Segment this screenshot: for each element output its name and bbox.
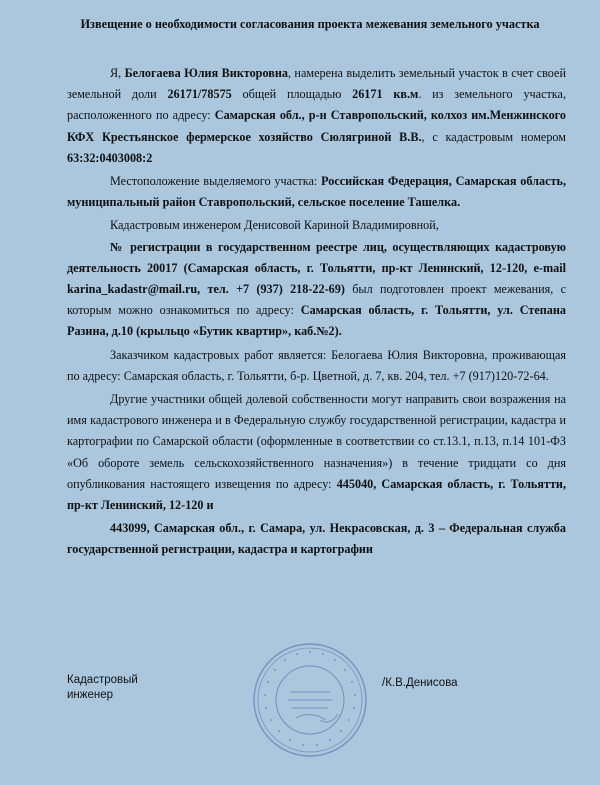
engineer-registration: № регистрации в государственном реестре лиц, осуществляющих кадастровую деятельность 20017 (Самарская область, г. Тольятти, пр-кт Ленинский, 12-120, e-mail karina_kadastr@mail.ru, тел. +7 (937) 218-22-69) bbox=[67, 239, 566, 297]
seal-stamp-icon bbox=[250, 640, 370, 760]
review-address: Самарская область, г. Тольятти, ул. Степана Разина, д.10 (крыльцо «Бутик квартир», каб.№2). bbox=[67, 303, 566, 339]
signature-role bbox=[67, 673, 138, 703]
paragraph-objection-address-2 bbox=[67, 518, 566, 560]
paragraph-engineer: Кадастровым инженером Денисовой Кариной Владимировной, bbox=[110, 218, 439, 233]
page-title: Извещение о необходимости согласования проекта межевания земельного участка bbox=[80, 17, 540, 31]
paragraph-registration: № регистрации в государственном реестре лиц, осуществляющих кадастровую деятельность 20017 (Самарская область, г. Тольятти, пр-кт Ленинский, 12-120, e-mail karina_kadastr@mail.ru, тел. +7 (937) 218-22-69) был подготовлен проект межевания, с которым можно ознакомиться по адресу: Самарская область, г. Тольятти, ул. Степана Разина, д.10 (крыльцо «Бутик квартир», каб.№2). bbox=[67, 239, 566, 339]
land-area: 26171 кв.м bbox=[352, 87, 419, 102]
paragraph-owner: Я, Белогаева Юлия Викторовна, намерена выделить земельный участок в счет своей земельной доли 26171/78575 общей площадью 26171 кв.м. из земельного участка, расположенного по адресу: Самарская обл., р-н Ставропольский, колхоз им.Менжинского КФХ Крестьянское фермерское хозяйство Сюлягриной В.В., с кадастровым номером 63:32:0403008:2 bbox=[67, 66, 567, 165]
cadastral-number: 63:32:0403008:2 bbox=[67, 150, 153, 165]
objection-address-1: 445040, Самарская область, г. Тольятти, пр-кт Ленинский, 12-120 и bbox=[67, 476, 566, 513]
owner-name: Белогаева Юлия Викторовна bbox=[124, 66, 288, 80]
paragraph-customer: Заказчиком кадастровых работ является: Белогаева Юлия Викторовна, проживающая по адресу: Самарская область, г. Тольятти, б-р. Цветной, д. 7, кв. 204, тел. +7 (917)120-72-64. bbox=[67, 347, 566, 383]
signature-role-line1: Кадастровый bbox=[67, 674, 138, 686]
signature-role-line2: инженер bbox=[67, 689, 114, 701]
signer-name: /К.В.Денисова bbox=[382, 677, 458, 689]
land-share: 26171/78575 bbox=[167, 87, 232, 102]
objection-address-2: 443099, Самарская обл., г. Самара, ул. Некрасовская, д. 3 – Федеральная служба государственной регистрации, кадастра и картографии bbox=[67, 521, 566, 557]
parcel-address: Самарская обл., р-н Ставропольский, колхоз им.Менжинского КФХ Крестьянское фермерское хозяйство Сюлягриной В.В. bbox=[67, 108, 566, 144]
paragraph-location: Местоположение выделяемого участка: Российская Федерация, Самарская область, муниципальный район Ставропольский, сельское поселение Ташелка. bbox=[67, 174, 566, 210]
notice-body bbox=[67, 63, 566, 563]
parcel-location: Российская Федерация, Самарская область, муниципальный район Ставропольский, сельское поселение Ташелка. bbox=[67, 174, 566, 210]
paragraph-objections: Другие участники общей долевой собственности могут направить свои возражения на имя кадастрового инженера и в Федеральную службу государственной регистрации, кадастра и картографии по Самарской области (оформленные в соответствии со ст.13.1, п.13, п.14 101-ФЗ «Об обороте земель сельскохозяйственного назначения») в течение тридцати со дня опубликования настоящего извещения по адресу: 445040, Самарская область, г. Тольятти, пр-кт Ленинский, 12-120 и bbox=[67, 392, 566, 513]
